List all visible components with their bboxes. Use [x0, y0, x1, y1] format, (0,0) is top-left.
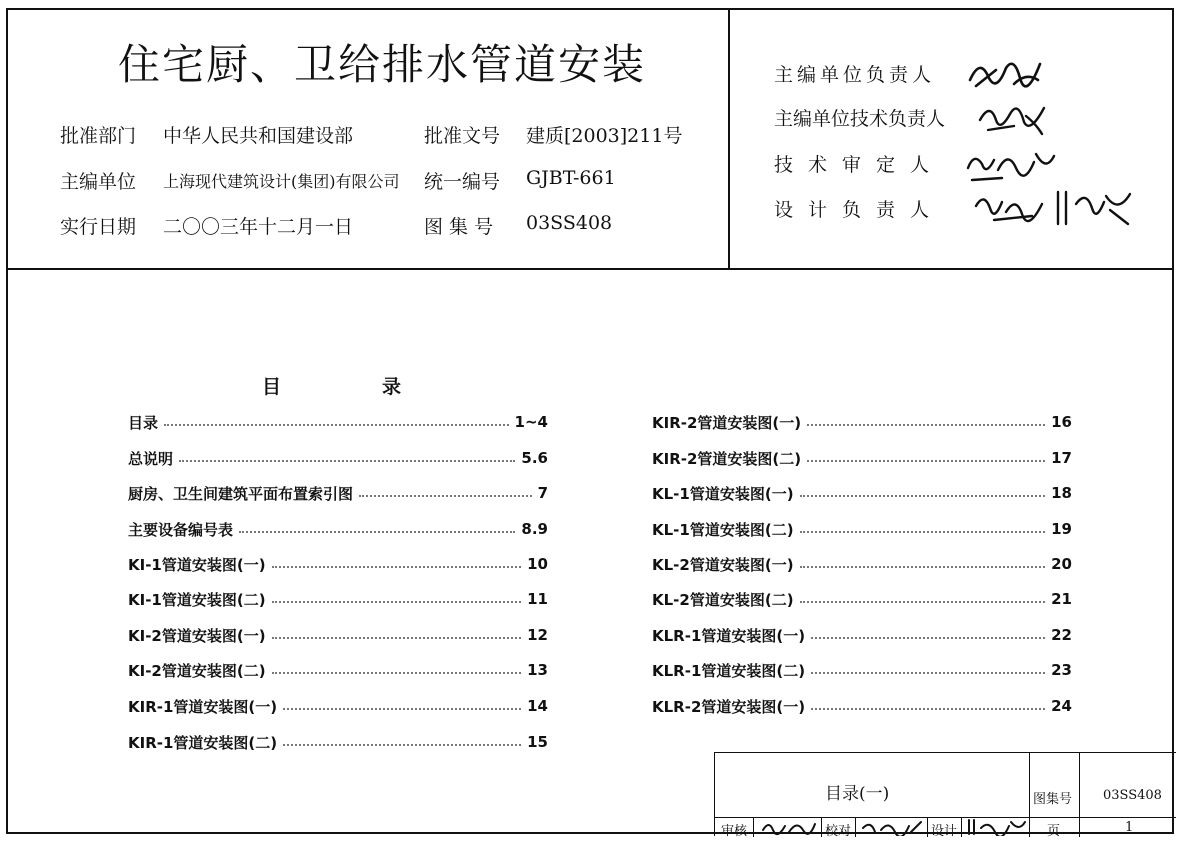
toc-entry[interactable]: KIR-2管道安装图(二) 17 — [652, 449, 1072, 468]
dot-leader — [283, 708, 521, 710]
toc-title-mu: 目 — [262, 376, 282, 398]
atlas-no-value: 03SS408 — [526, 212, 613, 234]
tb-review-label: 审核 — [721, 824, 748, 839]
toc-entry[interactable]: KL-1管道安装图(二) 19 — [652, 520, 1072, 539]
signature-tech-reviewer — [962, 142, 1062, 186]
atlas-title: 住宅厨、卫给排水管道安装 — [118, 40, 647, 89]
toc-entry[interactable]: 目录 1~4 — [128, 413, 548, 432]
dot-leader — [179, 460, 515, 462]
dot-leader — [811, 672, 1045, 674]
effective-date-value: 二〇〇三年十二月一日 — [163, 216, 354, 238]
toc-entry[interactable]: KLR-2管道安装图(一) 24 — [652, 697, 1072, 716]
toc-entry[interactable]: KI-1管道安装图(一) 10 — [128, 555, 548, 574]
toc-entry[interactable]: KIR-1管道安装图(一) 14 — [128, 697, 548, 716]
approval-doc-label: 批准文号 — [424, 125, 501, 147]
unified-no-value: GJBT-661 — [526, 167, 616, 189]
dot-leader — [811, 708, 1045, 710]
toc-entry[interactable]: KL-1管道安装图(一) 18 — [652, 484, 1072, 503]
drawing-title: 目录(一) — [825, 784, 890, 804]
toc-entry[interactable]: KIR-2管道安装图(一) 16 — [652, 413, 1072, 432]
dot-leader — [811, 637, 1045, 639]
chief-unit-label: 主编单位 — [60, 171, 137, 193]
toc-entry[interactable]: 厨房、卫生间建筑平面布置索引图 7 — [128, 484, 548, 503]
unified-no-label: 统一编号 — [424, 171, 501, 193]
tb-design-label: 设计 — [931, 824, 958, 839]
dot-leader — [272, 601, 522, 603]
signature-design-head-2 — [1052, 184, 1136, 230]
approval-doc-value: 建质[2003]211号 — [526, 125, 683, 147]
drawing-sheet — [6, 8, 1174, 839]
tb-atlas-no-value: 03SS408 — [1103, 788, 1162, 803]
title-block-cell-divider — [927, 817, 928, 837]
toc-entry[interactable]: 主要设备编号表 8.9 — [128, 520, 548, 539]
effective-date-label: 实行日期 — [60, 216, 137, 238]
dot-leader — [800, 601, 1046, 603]
signature-chief-unit-head — [966, 50, 1046, 94]
dot-leader — [272, 637, 522, 639]
signature-reviewer — [759, 818, 817, 836]
design-head-label: 设计负责人 — [774, 199, 945, 221]
tech-reviewer-label: 技术审定人 — [774, 154, 945, 176]
chief-unit-value: 上海现代建筑设计(集团)有限公司 — [163, 172, 400, 191]
title-block-cell-divider — [821, 817, 822, 837]
dot-leader — [800, 531, 1046, 533]
title-block — [714, 752, 1176, 839]
tb-page-no: 1 — [1125, 820, 1134, 835]
header-divider — [8, 268, 1172, 270]
chief-unit-head-label: 主编单位负责人 — [774, 64, 936, 86]
dot-leader — [283, 744, 521, 746]
toc-title-lu: 录 — [382, 376, 402, 398]
toc-entry[interactable]: KL-2管道安装图(一) 20 — [652, 555, 1072, 574]
toc-entry[interactable]: KI-2管道安装图(一) 12 — [128, 626, 548, 645]
toc-entry[interactable]: KLR-1管道安装图(二) 23 — [652, 661, 1072, 680]
title-block-cell-divider — [961, 817, 962, 837]
tb-check-label: 校对 — [825, 824, 852, 839]
title-block-cell-divider — [753, 817, 754, 837]
title-block-col-divider — [1079, 753, 1080, 837]
toc-entry[interactable]: KL-2管道安装图(二) 21 — [652, 590, 1072, 609]
dot-leader — [807, 424, 1045, 426]
dot-leader — [239, 531, 515, 533]
dot-leader — [807, 460, 1045, 462]
dot-leader — [272, 672, 522, 674]
toc-entry[interactable]: KLR-1管道安装图(一) 22 — [652, 626, 1072, 645]
header-vertical-divider — [728, 10, 730, 268]
dot-leader — [800, 495, 1046, 497]
signature-chief-unit-tech-head — [974, 96, 1050, 140]
atlas-no-label: 图 集 号 — [424, 216, 494, 238]
toc-entry[interactable]: KI-2管道安装图(二) 13 — [128, 661, 548, 680]
approval-dept-value: 中华人民共和国建设部 — [163, 125, 354, 147]
toc-entry[interactable]: KIR-1管道安装图(二) 15 — [128, 733, 548, 752]
title-block-col-divider — [1029, 753, 1030, 837]
dot-leader — [272, 566, 522, 568]
signature-checker — [859, 818, 923, 836]
toc-entry[interactable]: 总说明 5.6 — [128, 449, 548, 468]
signature-designer — [965, 818, 1027, 836]
dot-leader — [359, 495, 532, 497]
chief-unit-tech-head-label: 主编单位技术负责人 — [774, 108, 946, 130]
dot-leader — [164, 424, 509, 426]
tb-atlas-no-label: 图集号 — [1033, 792, 1073, 807]
tb-page-label: 页 — [1047, 824, 1061, 839]
title-block-cell-divider — [855, 817, 856, 837]
signature-design-head-1 — [972, 186, 1052, 230]
toc-entry[interactable]: KI-1管道安装图(二) 11 — [128, 590, 548, 609]
dot-leader — [800, 566, 1046, 568]
approval-dept-label: 批准部门 — [60, 125, 137, 147]
